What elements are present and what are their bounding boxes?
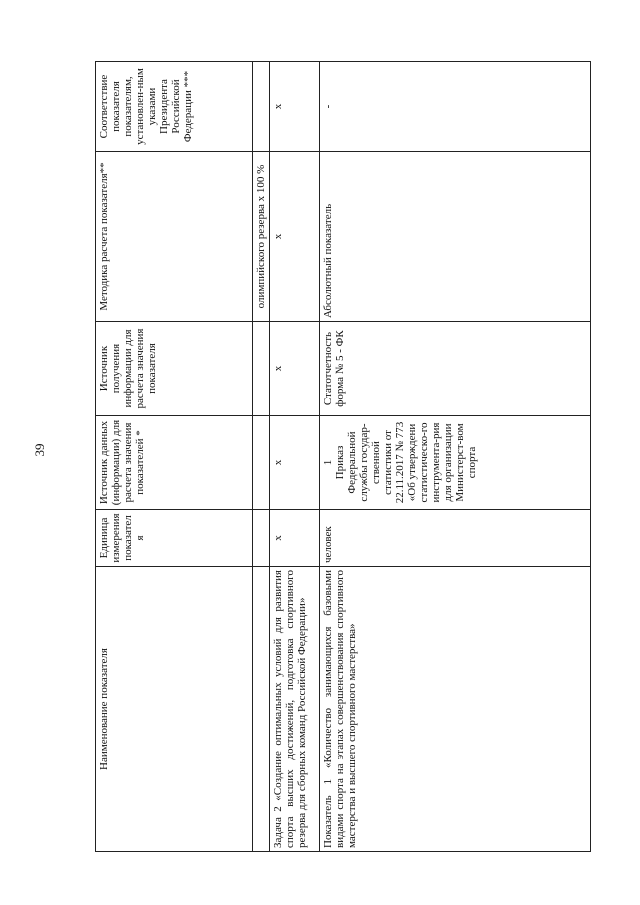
cell-receive: Статотчетность форма № 5 - ФК: [320, 322, 591, 416]
cell-unit: х: [270, 510, 320, 567]
cell-name: Задача 2 «Создание оптимальных условий для развития спорта высших достижений, подготовка спортивного резерва для сборных команд Российской Федерации»: [270, 567, 320, 852]
table-row: [320, 62, 591, 852]
cell-source: х: [270, 416, 320, 510]
table-row: [253, 62, 270, 852]
header-info-source: Источник получения информации для расчета значения показателя: [96, 322, 253, 416]
cell-receive: [253, 322, 270, 416]
header-indicator-name: Наименование показателя: [96, 567, 253, 852]
header-data-source: Источник данных (информации) для расчета значения показателей *: [96, 416, 253, 510]
cell-compliance: х: [270, 62, 320, 152]
indicator-table: [95, 61, 591, 852]
header-unit: Единица измерения показателя: [96, 510, 253, 567]
cell-receive: х: [270, 322, 320, 416]
cell-source: [253, 416, 270, 510]
cell-unit: [253, 510, 270, 567]
header-method: Методика расчета показателя**: [96, 152, 253, 322]
cell-compliance: -: [320, 62, 591, 152]
cell-name: Показатель 1 «Количество занимающихся базовыми видами спорта на этапах совершенствования спортивного мастерства и высшего спортивного мастерства»: [320, 567, 591, 852]
table-row: [270, 62, 320, 852]
cell-compliance: [253, 62, 270, 152]
header-compliance: Соответствие показателя показателям, установлен-ным указами Президента Российской Федерации ***: [96, 62, 253, 152]
cell-method: х: [270, 152, 320, 322]
page-number: 39: [32, 443, 47, 457]
cell-source-text: Приказ Федеральной службы государ-ственной статистики от 22.11.2017 № 773 «Об утверждени статистическо-го инструмента-рия для организации Министерст-вом спорта: [334, 421, 478, 504]
header-row: [96, 62, 253, 852]
cell-unit: человек: [320, 510, 591, 567]
cell-method: Абсолютный показатель: [320, 152, 591, 322]
cell-source: [320, 416, 591, 510]
rotated-table-wrapper: [95, 62, 640, 852]
cell-source-number: 1: [322, 459, 334, 466]
cell-name: [253, 567, 270, 852]
cell-method: олимпийского резерва х 100 %: [253, 152, 270, 322]
